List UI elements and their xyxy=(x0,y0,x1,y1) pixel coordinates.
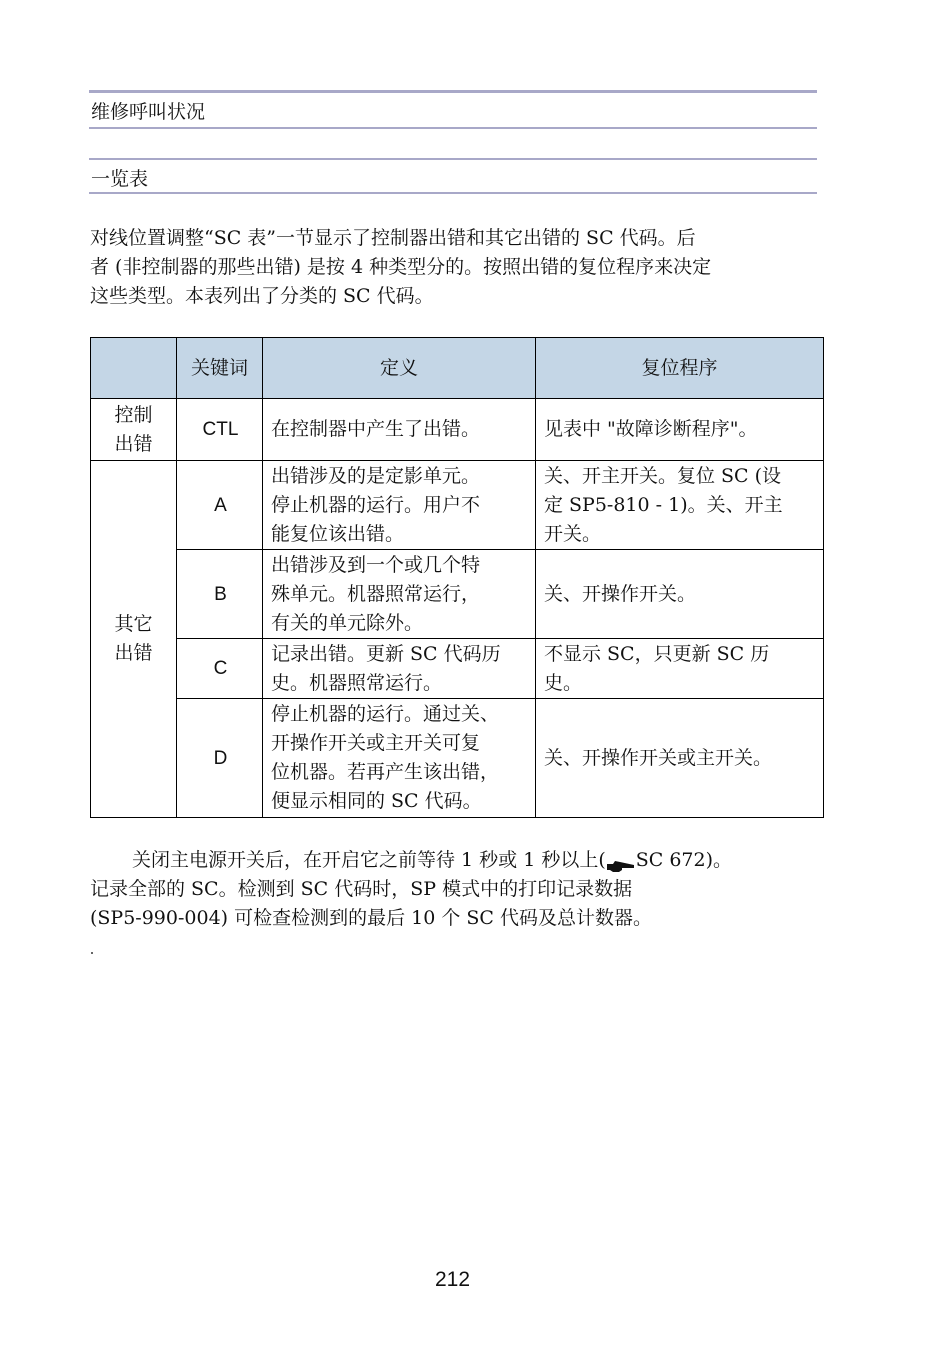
note-text: SC 672)。 xyxy=(635,849,733,871)
note-text: 关闭主电源开关后，在开启它之前等待 1 秒或 1 秒以上( xyxy=(132,849,606,871)
keyword-cell xyxy=(177,550,263,639)
definition-text: 开操作开关或主开关可复 xyxy=(271,732,481,754)
sc-category-table xyxy=(90,337,824,818)
category-text: 控制 xyxy=(114,403,153,426)
keyword-cell xyxy=(177,399,263,461)
table-row xyxy=(91,550,824,639)
definition-text: 便显示相同的 SC 代码。 xyxy=(271,790,482,812)
header-category xyxy=(91,338,177,399)
top-rule xyxy=(89,90,817,93)
stray-dot xyxy=(91,952,93,954)
definition-text: 殊单元。机器照常运行， xyxy=(271,582,481,605)
reset-cell xyxy=(536,699,824,818)
keyword-text: A xyxy=(214,494,227,516)
reset-text: 关、开操作开关或主开关。 xyxy=(544,746,773,769)
header-definition: 定义 xyxy=(263,338,536,399)
definition-text: 有关的单元除外。 xyxy=(271,611,424,634)
category-controller xyxy=(91,399,177,461)
header-reset: 复位程序 xyxy=(536,338,824,399)
intro-line: 者 (非控制器的那些出错) 是按 4 种类型分的。按照出错的复位程序来决定 xyxy=(90,256,712,278)
definition-text: 停止机器的运行。通过关、 xyxy=(271,703,500,725)
section-rule xyxy=(89,127,817,129)
section-title: 维修呼叫状况 xyxy=(91,101,206,123)
note-paragraph xyxy=(90,846,818,933)
definition-cell xyxy=(263,550,536,639)
reset-cell xyxy=(536,399,824,461)
reset-cell xyxy=(536,639,824,699)
intro-line: 对线位置调整“SC 表”一节显示了控制器出错和其它出错的 SC 代码。后 xyxy=(90,227,696,249)
reset-cell xyxy=(536,461,824,550)
definition-cell xyxy=(263,639,536,699)
reset-text: 关、开操作开关。 xyxy=(544,582,697,605)
reset-text: 见表中 "故障诊断程序"。 xyxy=(544,418,758,440)
table-row xyxy=(91,461,824,550)
page-number: 212 xyxy=(434,1268,471,1291)
note-line-2: 记录全部的 SC。检测到 SC 代码时，SP 模式中的打印记录数据 xyxy=(90,878,633,900)
reset-text: 史。 xyxy=(544,671,583,694)
keyword-text: C xyxy=(213,658,228,679)
definition-cell xyxy=(263,699,536,818)
definition-text: 记录出错。更新 SC 代码历 xyxy=(271,642,501,665)
header-keyword: 关键词 xyxy=(177,338,263,399)
table-row xyxy=(91,699,824,818)
definition-text: 在控制器中产生了出错。 xyxy=(271,418,481,440)
table-row xyxy=(91,399,824,461)
definition-cell xyxy=(263,399,536,461)
definition-text: 停止机器的运行。用户不 xyxy=(271,493,481,516)
definition-text: 史。机器照常运行。 xyxy=(271,671,443,694)
intro-paragraph xyxy=(90,224,818,311)
table-row xyxy=(91,639,824,699)
keyword-cell xyxy=(177,639,263,699)
category-other xyxy=(91,461,177,818)
keyword-cell xyxy=(177,461,263,550)
table-header-row xyxy=(91,338,824,399)
definition-text: 出错涉及到一个或几个特 xyxy=(271,553,481,576)
reset-text: 关、开主开关。复位 SC (设 xyxy=(544,464,782,487)
subsection-bottom-rule xyxy=(89,192,817,194)
keyword-text: B xyxy=(214,583,227,605)
reset-text: 定 SP5-810 - 1)。关、开主 xyxy=(544,493,783,516)
category-text: 其它 xyxy=(114,613,153,635)
note-line-3: (SP5-990-004) 可检查检测到的最后 10 个 SC 代码及总计数器。 xyxy=(90,907,653,929)
definition-text: 能复位该出错。 xyxy=(271,522,405,545)
reset-cell xyxy=(536,550,824,639)
keyword-text: CTL xyxy=(202,419,239,440)
subsection-top-rule xyxy=(89,158,817,160)
subsection-title: 一览表 xyxy=(91,168,149,190)
reset-text: 不显示 SC，只更新 SC 历 xyxy=(544,642,770,665)
definition-cell xyxy=(263,461,536,550)
pointing-hand-icon xyxy=(606,854,636,868)
keyword-text: D xyxy=(213,747,228,769)
category-text: 出错 xyxy=(114,432,153,455)
reset-text: 开关。 xyxy=(544,522,602,545)
intro-line: 这些类型。本表列出了分类的 SC 代码。 xyxy=(90,285,434,307)
note-line-1 xyxy=(90,846,818,875)
definition-text: 出错涉及的是定影单元。 xyxy=(271,464,481,487)
definition-text: 位机器。若再产生该出错， xyxy=(271,761,500,783)
keyword-cell xyxy=(177,699,263,818)
category-text: 出错 xyxy=(114,642,153,664)
